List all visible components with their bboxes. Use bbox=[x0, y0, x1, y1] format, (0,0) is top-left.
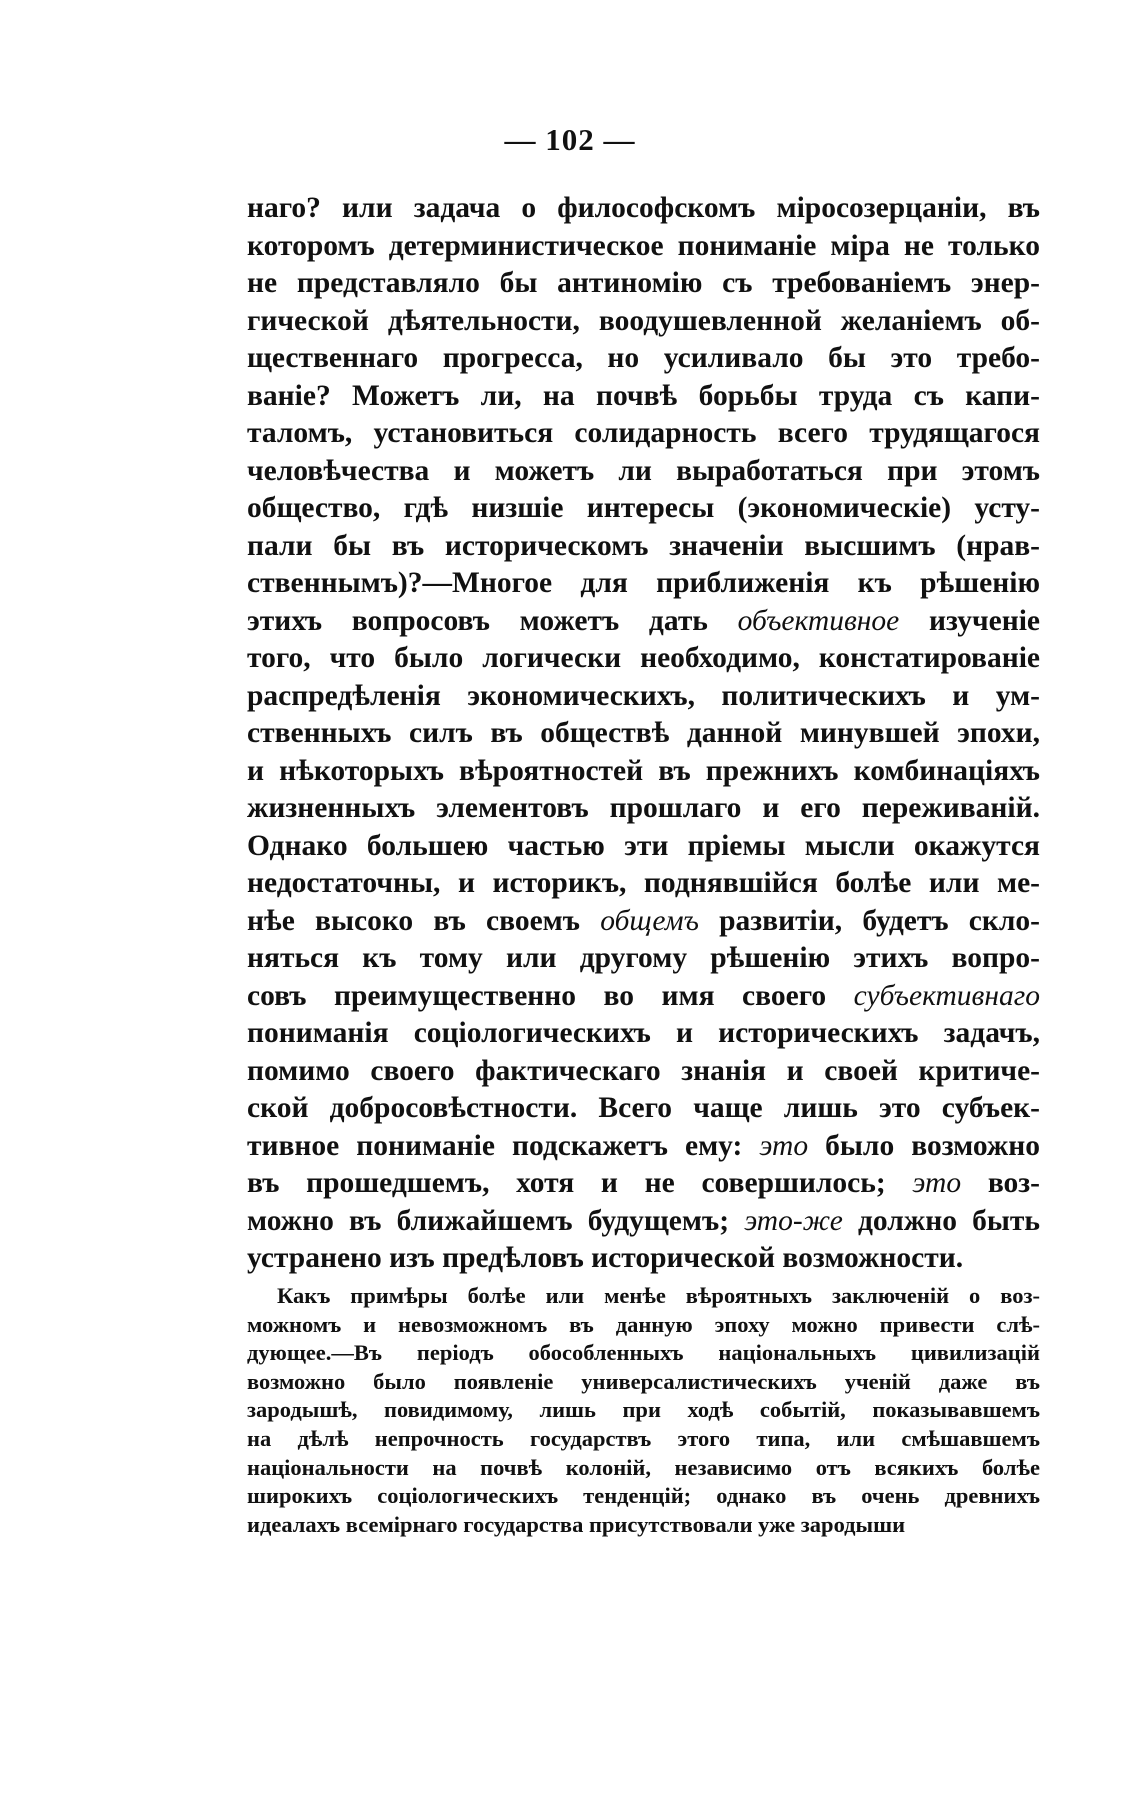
main-text-line: ственнымъ)?—Многое для приближенія къ рѣшенію bbox=[247, 567, 1040, 599]
main-paragraph bbox=[247, 190, 1040, 1278]
page-number: — 102 — bbox=[504, 122, 636, 157]
main-text-line bbox=[247, 1128, 1040, 1166]
footnote bbox=[247, 1282, 1040, 1539]
main-text-line bbox=[247, 1203, 1040, 1241]
main-text-line: устранено изъ предѣловъ исторической возможности. bbox=[247, 1242, 964, 1274]
emphasized-word: общемъ bbox=[600, 904, 699, 937]
footnote-line: можномъ и невозможномъ въ данную эпоху можно привести слѣ- bbox=[247, 1311, 1040, 1337]
main-text-line: щественнаго прогресса, но усиливало бы это требо- bbox=[247, 342, 1040, 374]
footnote-line: Какъ примѣры болѣе или менѣе вѣроятныхъ заключеній о воз- bbox=[277, 1283, 1040, 1308]
main-text-line: человѣчества и можетъ ли выработаться при этомъ bbox=[247, 454, 1040, 487]
footnote-line: широкихъ соціологическихъ тенденцій; однако въ очень древнихъ bbox=[247, 1483, 1040, 1509]
main-text-line: недостаточны, и историкъ, поднявшійся болѣе или ме- bbox=[247, 867, 1040, 899]
main-text-line: Однако большею частью эти пріемы мысли окажутся bbox=[247, 829, 1040, 862]
text-segment: совъ преимущественно во имя своего bbox=[247, 979, 854, 1012]
emphasized-word: это bbox=[759, 1129, 809, 1162]
main-text-line: наго? или задача о философскомъ міросозерцаніи, въ bbox=[247, 192, 1040, 224]
footnote-line: зародышѣ, повидимому, лишь при ходѣ событій, показывавшемъ bbox=[247, 1397, 1040, 1423]
footnote-line: на дѣлѣ непрочность государствъ этого типа, или смѣшавшемъ bbox=[247, 1425, 1040, 1451]
text-segment: этихъ вопросовъ можетъ дать bbox=[247, 604, 738, 637]
text-segment: въ прошедшемъ, хотя и не совершилось; bbox=[247, 1167, 913, 1199]
main-text-line: гической дѣятельности, воодушевленной желаніемъ об- bbox=[247, 304, 1040, 337]
main-text-line: ваніе? Можетъ ли, на почвѣ борьбы труда съ капи- bbox=[247, 379, 1040, 412]
footnote-line: идеалахъ всемірнаго государства присутствовали уже зародыши bbox=[247, 1511, 906, 1537]
main-text-line: которомъ детерминистическое пониманіе міра не только bbox=[247, 229, 1040, 262]
main-text-line: ственныхъ силъ въ обществѣ данной минувшей эпохи, bbox=[247, 717, 1040, 749]
footnote-line: возможно было появленіе универсалистическихъ ученій даже въ bbox=[247, 1368, 1040, 1394]
emphasized-word: это-же bbox=[744, 1204, 843, 1237]
main-text-line: пали бы въ историческомъ значеніи высшимъ (нрав- bbox=[247, 529, 1040, 562]
emphasized-word: субъективнаго bbox=[853, 979, 1040, 1012]
text-segment: должно быть bbox=[842, 1204, 1040, 1237]
main-text-line: и нѣкоторыхъ вѣроятностей въ прежнихъ комбинаціяхъ bbox=[247, 754, 1040, 787]
main-text-line bbox=[247, 1165, 1040, 1203]
footnote-line: національности на почвѣ колоній, независимо отъ всякихъ болѣе bbox=[247, 1454, 1040, 1480]
main-text-line: жизненныхъ элементовъ прошлаго и его переживаній. bbox=[247, 792, 1040, 824]
main-text-line bbox=[247, 978, 1040, 1016]
main-text-line: того, что было логически необходимо, констатированіе bbox=[247, 642, 1040, 674]
text-segment: можно въ ближайшемъ будущемъ; bbox=[247, 1204, 745, 1237]
text-segment: нѣе высоко въ своемъ bbox=[247, 904, 601, 937]
main-text-line bbox=[247, 903, 1040, 941]
text-segment: тивное пониманіе подскажетъ ему: bbox=[247, 1129, 760, 1162]
emphasized-word: объективное bbox=[737, 604, 900, 637]
main-text-line: помимо своего фактическаго знанія и своей критиче- bbox=[247, 1054, 1040, 1087]
text-segment: развитіи, будетъ скло- bbox=[698, 904, 1040, 937]
text-segment: изученіе bbox=[899, 604, 1040, 637]
main-text-line: пониманія соціологическихъ и историческихъ задачъ, bbox=[247, 1017, 1040, 1049]
emphasized-word: это bbox=[912, 1167, 962, 1199]
main-text-line: распредѣленія экономическихъ, политическихъ и ум- bbox=[247, 679, 1040, 712]
main-text-line: не представляло бы антиномію съ требованіемъ энер- bbox=[247, 267, 1040, 299]
main-text-line: ской добросовѣстности. Всего чаще лишь это субъек- bbox=[247, 1092, 1040, 1124]
footnote-line: дующее.—Въ періодъ обособленныхъ національныхъ цивилизацій bbox=[247, 1340, 1040, 1366]
main-text-line bbox=[247, 603, 1040, 641]
main-text-line: няться къ тому или другому рѣшенію этихъ вопро- bbox=[247, 942, 1040, 974]
main-text-line: таломъ, установиться солидарность всего трудящагося bbox=[247, 417, 1040, 449]
text-segment: было возможно bbox=[808, 1129, 1040, 1162]
main-text-line: общество, гдѣ низшіе интересы (экономическіе) усту- bbox=[247, 492, 1040, 524]
text-segment: воз- bbox=[961, 1167, 1040, 1199]
